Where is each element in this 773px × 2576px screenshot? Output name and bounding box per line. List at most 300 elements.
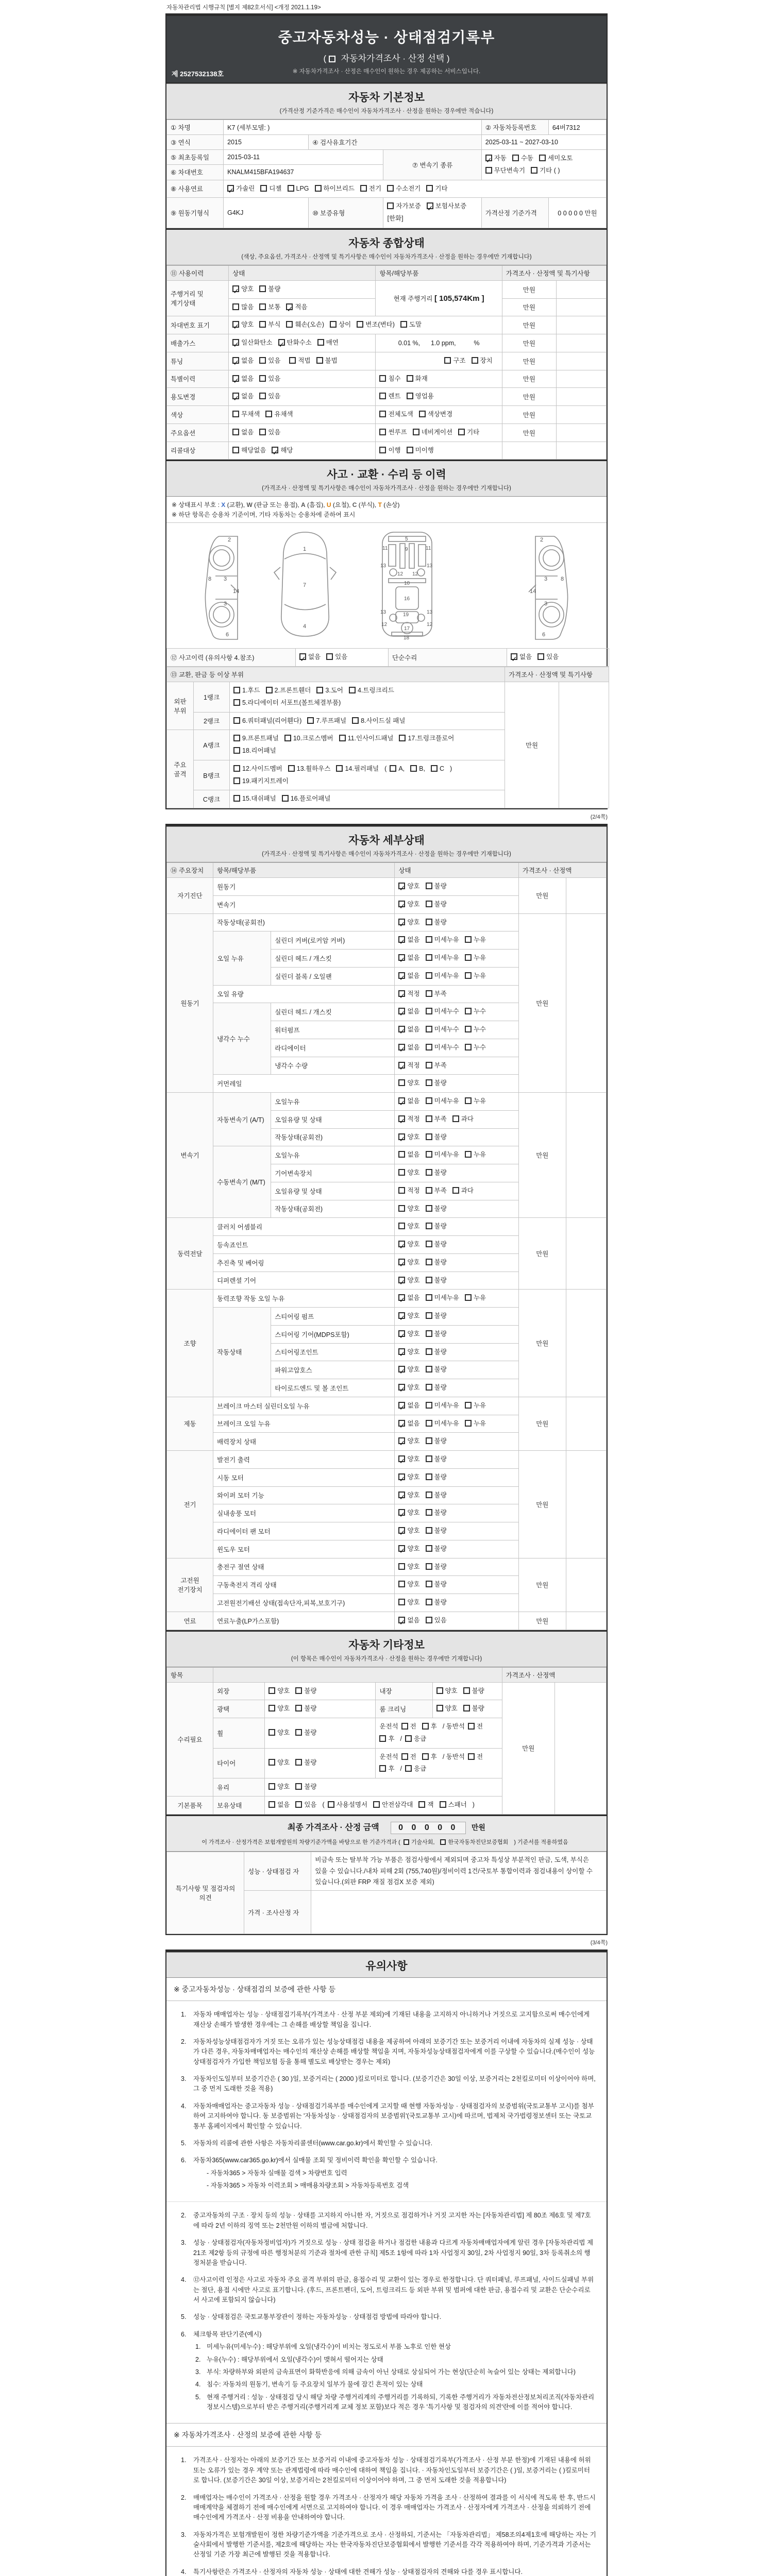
- checkbox-option[interactable]: ✓ 없음: [299, 651, 321, 664]
- checkbox-icon[interactable]: [400, 321, 407, 328]
- checkbox-icon[interactable]: [398, 1563, 405, 1570]
- checkbox-icon[interactable]: [233, 735, 240, 741]
- checkbox-option[interactable]: 스패너: [440, 1799, 467, 1811]
- checkbox-option[interactable]: 불량: [295, 1727, 316, 1739]
- checkbox-option[interactable]: 불량: [426, 1543, 447, 1555]
- checkbox-option[interactable]: 변조(변타): [357, 319, 395, 331]
- checkbox-option[interactable]: 미세누유: [426, 952, 459, 964]
- checkbox-option[interactable]: A,: [390, 763, 405, 775]
- checkbox-icon[interactable]: [398, 1115, 405, 1122]
- checkbox-icon[interactable]: [398, 1026, 405, 1032]
- checkbox-option[interactable]: 누유: [465, 1400, 486, 1412]
- checkbox-icon[interactable]: [465, 1420, 472, 1427]
- checkbox-option[interactable]: 불량: [426, 1221, 447, 1233]
- checkbox-option[interactable]: 양호: [268, 1781, 290, 1793]
- checkbox-icon[interactable]: [379, 1765, 386, 1772]
- checkbox-option[interactable]: 불량: [426, 1435, 447, 1448]
- checkbox-icon[interactable]: [295, 1705, 302, 1711]
- checkbox-option[interactable]: 장치: [472, 355, 493, 367]
- checkbox-icon[interactable]: [398, 1062, 405, 1069]
- checkbox-icon[interactable]: [426, 1044, 432, 1050]
- checkbox-option[interactable]: 누수: [465, 1024, 486, 1036]
- checkbox-icon[interactable]: [286, 321, 293, 328]
- checkbox-icon[interactable]: [352, 717, 359, 724]
- checkbox-option[interactable]: 기타: [458, 427, 479, 439]
- checkbox-icon[interactable]: [232, 375, 239, 382]
- checkbox-option[interactable]: 불량: [259, 283, 280, 296]
- checkbox-icon[interactable]: [436, 1687, 443, 1694]
- checkbox-icon[interactable]: [440, 1801, 446, 1808]
- checkbox-option[interactable]: 불량: [426, 1077, 447, 1090]
- checkbox-option[interactable]: 4.트렁크리드: [349, 685, 394, 697]
- checkbox-option[interactable]: ✓ 양호: [398, 1525, 419, 1537]
- checkbox-icon[interactable]: [268, 1783, 275, 1790]
- checkbox-option[interactable]: 불량: [426, 1257, 447, 1269]
- checkbox-option[interactable]: ✓ 없음: [398, 1418, 419, 1430]
- checkbox-icon[interactable]: [398, 1277, 405, 1283]
- checkbox-option[interactable]: ✓ 없음: [511, 651, 532, 664]
- checkbox-icon[interactable]: [232, 321, 239, 328]
- checkbox-option[interactable]: 화재: [407, 373, 428, 385]
- checkbox-option[interactable]: ✓ 양호: [398, 1543, 419, 1555]
- checkbox-icon[interactable]: [278, 339, 285, 346]
- checkbox-option[interactable]: 양호: [398, 1203, 419, 1215]
- checkbox-option[interactable]: ✓자동: [485, 152, 507, 165]
- checkbox-icon[interactable]: [444, 357, 451, 364]
- checkbox-icon[interactable]: [426, 1008, 432, 1014]
- checkbox-icon[interactable]: [398, 1259, 405, 1265]
- checkbox-icon[interactable]: [233, 795, 240, 802]
- checkbox-icon[interactable]: [452, 1115, 459, 1122]
- checkbox-option[interactable]: ✓ 없음: [398, 1024, 419, 1036]
- checkbox-option[interactable]: 3.도어: [316, 685, 343, 697]
- checkbox-option[interactable]: ✓ 보험사보증: [427, 200, 466, 213]
- checkbox-icon[interactable]: [398, 990, 405, 997]
- checkbox-icon[interactable]: [295, 1801, 302, 1808]
- checkbox-icon[interactable]: [295, 1783, 302, 1790]
- checkbox-icon[interactable]: [539, 155, 546, 161]
- checkbox-option[interactable]: 있음: [259, 427, 280, 439]
- checkbox-icon[interactable]: [232, 285, 239, 292]
- checkbox-icon[interactable]: [265, 411, 272, 417]
- checkbox-option[interactable]: 훼손(오손): [286, 319, 324, 331]
- checkbox-icon[interactable]: [426, 1384, 432, 1391]
- checkbox-icon[interactable]: [259, 375, 266, 382]
- checkbox-icon[interactable]: [452, 1187, 459, 1194]
- checkbox-icon[interactable]: [268, 1687, 275, 1694]
- checkbox-option[interactable]: 미이행: [407, 445, 434, 457]
- checkbox-icon[interactable]: [401, 1753, 408, 1760]
- checkbox-icon[interactable]: [465, 1151, 472, 1158]
- checkbox-option[interactable]: 전: [401, 1751, 416, 1764]
- checkbox-option[interactable]: 기타: [426, 183, 447, 195]
- checkbox-option[interactable]: ✓ 양호: [398, 1435, 419, 1448]
- checkbox-icon[interactable]: [465, 1026, 472, 1032]
- checkbox-option[interactable]: 자가보증: [387, 200, 421, 213]
- checkbox-icon[interactable]: [379, 393, 386, 399]
- checkbox-icon[interactable]: [233, 777, 240, 784]
- checkbox-option[interactable]: 13.휠하우스: [288, 763, 331, 775]
- checkbox-icon[interactable]: [465, 1097, 472, 1104]
- checkbox-icon[interactable]: [266, 687, 273, 693]
- checkbox-option[interactable]: B,: [410, 763, 425, 775]
- checkbox-icon[interactable]: [379, 411, 386, 417]
- checkbox-option[interactable]: 무채색: [232, 409, 260, 421]
- checkbox-option[interactable]: 전: [401, 1721, 416, 1733]
- checkbox-option[interactable]: 해당없음: [232, 445, 266, 457]
- checkbox-icon[interactable]: [268, 1729, 275, 1736]
- checkbox-option[interactable]: 불량: [426, 1239, 447, 1251]
- checkbox-icon[interactable]: [232, 447, 239, 453]
- checkbox-option[interactable]: 불량: [295, 1757, 316, 1769]
- checkbox-option[interactable]: ✓ 없음: [232, 373, 254, 385]
- checkbox-option[interactable]: 10.크로스멤버: [284, 733, 333, 745]
- checkbox-icon[interactable]: [398, 1151, 405, 1158]
- checkbox-icon[interactable]: [295, 1759, 302, 1766]
- checkbox-icon[interactable]: [465, 1402, 472, 1409]
- checkbox-icon[interactable]: [463, 1687, 470, 1694]
- checkbox-option[interactable]: 불량: [426, 917, 447, 929]
- checkbox-icon[interactable]: [398, 1223, 405, 1229]
- checkbox-option[interactable]: ✓ 양호: [232, 319, 254, 331]
- checkbox-icon[interactable]: [426, 1277, 432, 1283]
- checkbox-option[interactable]: 없음: [398, 1149, 419, 1161]
- checkbox-option[interactable]: 불량: [426, 1364, 447, 1376]
- checkbox-icon[interactable]: [465, 936, 472, 943]
- checkbox-icon[interactable]: [398, 1097, 405, 1104]
- checkbox-icon[interactable]: [427, 202, 433, 209]
- checkbox-icon[interactable]: [288, 185, 294, 192]
- checkbox-option[interactable]: 과다: [452, 1113, 474, 1126]
- checkbox-icon[interactable]: [410, 765, 417, 772]
- checkbox-icon[interactable]: [436, 1705, 443, 1711]
- checkbox-option[interactable]: 전기: [360, 183, 381, 195]
- checkbox-option[interactable]: 응급: [405, 1733, 426, 1745]
- checkbox-option[interactable]: 불량: [426, 1507, 447, 1519]
- checkbox-icon[interactable]: [398, 1581, 405, 1587]
- checkbox-option[interactable]: 기타 ( ): [531, 165, 560, 177]
- checkbox-option[interactable]: 안전삼각대: [373, 1799, 413, 1811]
- checkbox-option[interactable]: ✓ 적음: [286, 301, 307, 314]
- checkbox-icon[interactable]: [398, 1527, 405, 1534]
- checkbox-icon[interactable]: [426, 1312, 432, 1319]
- checkbox-option[interactable]: ✓ 없음: [398, 952, 419, 964]
- checkbox-option[interactable]: 누유: [465, 1292, 486, 1304]
- checkbox-option[interactable]: 이행: [379, 445, 400, 457]
- checkbox-option[interactable]: ✓ 양호: [398, 1382, 419, 1394]
- checkbox-icon[interactable]: [398, 1133, 405, 1140]
- checkbox-option[interactable]: 상이: [330, 319, 351, 331]
- checkbox-icon[interactable]: [232, 429, 239, 435]
- checkbox-option[interactable]: ✓ 양호: [398, 1310, 419, 1323]
- checkbox-icon[interactable]: [316, 357, 323, 364]
- checkbox-option[interactable]: 불량: [426, 1561, 447, 1573]
- checkbox-icon[interactable]: [398, 1169, 405, 1176]
- checkbox-icon[interactable]: [422, 1723, 429, 1730]
- checkbox-icon[interactable]: [398, 1509, 405, 1516]
- checkbox-option[interactable]: 누유: [465, 934, 486, 946]
- checkbox-icon[interactable]: [398, 1384, 405, 1391]
- checkbox-icon[interactable]: [272, 447, 278, 453]
- checkbox-option[interactable]: 불량: [463, 1685, 484, 1698]
- checkbox-icon[interactable]: [233, 765, 240, 772]
- checkbox-option[interactable]: 5.라디에이터 서포트(볼트체결부품): [233, 697, 341, 709]
- checkbox-icon[interactable]: [398, 1366, 405, 1372]
- select-checkbox-icon[interactable]: [329, 56, 335, 62]
- checkbox-option[interactable]: ✓ 없음: [398, 934, 419, 946]
- checkbox-icon[interactable]: [284, 735, 291, 741]
- checkbox-option[interactable]: 불량: [426, 1346, 447, 1359]
- checkbox-option[interactable]: 과다: [452, 1185, 474, 1197]
- checkbox-option[interactable]: ✓ 양호: [398, 1471, 419, 1484]
- checkbox-icon[interactable]: [268, 1705, 275, 1711]
- checkbox-icon[interactable]: [426, 1026, 432, 1032]
- checkbox-icon[interactable]: [387, 185, 394, 192]
- checkbox-option[interactable]: 있음: [259, 355, 280, 367]
- checkbox-icon[interactable]: [232, 357, 239, 364]
- checkbox-option[interactable]: 한국자동차진단보증협회: [440, 1837, 508, 1848]
- checkbox-option[interactable]: ✓ 없음: [398, 1292, 419, 1304]
- checkbox-icon[interactable]: [398, 954, 405, 961]
- checkbox-option[interactable]: 있음: [259, 391, 280, 403]
- checkbox-option[interactable]: 12.사이드멤버: [233, 763, 282, 775]
- checkbox-icon[interactable]: [426, 1062, 432, 1069]
- checkbox-option[interactable]: 양호: [398, 1221, 419, 1233]
- checkbox-icon[interactable]: [398, 1187, 405, 1194]
- checkbox-option[interactable]: 후: [379, 1733, 394, 1745]
- checkbox-icon[interactable]: [233, 717, 240, 724]
- checkbox-option[interactable]: 불량: [426, 1579, 447, 1591]
- checkbox-option[interactable]: 불량: [295, 1685, 316, 1698]
- checkbox-option[interactable]: ✓ 없음: [232, 355, 254, 367]
- checkbox-option[interactable]: ✓ 양호: [398, 1239, 419, 1251]
- checkbox-icon[interactable]: [330, 321, 337, 328]
- checkbox-icon[interactable]: [426, 1527, 432, 1534]
- checkbox-icon[interactable]: [465, 954, 472, 961]
- checkbox-option[interactable]: 불량: [426, 1328, 447, 1341]
- checkbox-icon[interactable]: [413, 429, 419, 435]
- checkbox-icon[interactable]: [472, 357, 478, 364]
- checkbox-icon[interactable]: [512, 155, 519, 161]
- checkbox-option[interactable]: 불량: [426, 1489, 447, 1502]
- checkbox-option[interactable]: 2.프론트휀더: [266, 685, 311, 697]
- checkbox-icon[interactable]: [440, 1839, 446, 1845]
- checkbox-icon[interactable]: [465, 972, 472, 979]
- checkbox-icon[interactable]: [260, 185, 267, 192]
- checkbox-option[interactable]: ✓ 양호: [398, 899, 419, 911]
- checkbox-icon[interactable]: [465, 1294, 472, 1301]
- checkbox-option[interactable]: 양호: [268, 1685, 290, 1698]
- checkbox-option[interactable]: 세미오토: [539, 152, 573, 165]
- checkbox-option[interactable]: 수소전기: [387, 183, 421, 195]
- checkbox-option[interactable]: 미세누수: [426, 1006, 459, 1018]
- checkbox-option[interactable]: 침수: [379, 373, 400, 385]
- checkbox-option[interactable]: 불량: [426, 1310, 447, 1323]
- checkbox-icon[interactable]: [373, 1801, 380, 1808]
- checkbox-option[interactable]: 누수: [465, 1006, 486, 1018]
- checkbox-icon[interactable]: [398, 1437, 405, 1444]
- checkbox-option[interactable]: 불량: [426, 1471, 447, 1484]
- checkbox-option[interactable]: ✓ 양호: [398, 1489, 419, 1502]
- checkbox-option[interactable]: ✓ 없음: [398, 1042, 419, 1054]
- checkbox-icon[interactable]: [387, 202, 394, 209]
- checkbox-option[interactable]: ✓양호: [232, 283, 254, 296]
- checkbox-icon[interactable]: [426, 1259, 432, 1265]
- checkbox-icon[interactable]: [426, 1205, 432, 1212]
- checkbox-option[interactable]: 양호: [398, 1077, 419, 1090]
- checkbox-icon[interactable]: [405, 1735, 412, 1742]
- checkbox-option[interactable]: 기술사회,: [404, 1837, 435, 1848]
- checkbox-icon[interactable]: [426, 1115, 432, 1122]
- checkbox-icon[interactable]: [286, 303, 293, 310]
- checkbox-icon[interactable]: [398, 901, 405, 907]
- checkbox-option[interactable]: 누유: [465, 1418, 486, 1430]
- checkbox-option[interactable]: 후: [422, 1721, 437, 1733]
- checkbox-option[interactable]: ✓ 양호: [398, 1346, 419, 1359]
- checkbox-option[interactable]: 영업용: [407, 391, 434, 403]
- checkbox-icon[interactable]: [485, 167, 492, 174]
- checkbox-icon[interactable]: [232, 303, 239, 310]
- checkbox-option[interactable]: ✓ 양호: [398, 1328, 419, 1341]
- checkbox-option[interactable]: 미세누유: [426, 1400, 459, 1412]
- checkbox-option[interactable]: 양호: [268, 1757, 290, 1769]
- checkbox-icon[interactable]: [426, 883, 432, 889]
- checkbox-option[interactable]: 보통: [259, 301, 280, 314]
- checkbox-icon[interactable]: [407, 393, 413, 399]
- checkbox-option[interactable]: 누유: [465, 1149, 486, 1161]
- checkbox-icon[interactable]: [307, 717, 314, 724]
- checkbox-option[interactable]: ✓ 적정: [398, 1060, 419, 1072]
- checkbox-icon[interactable]: [426, 972, 432, 979]
- checkbox-option[interactable]: 9.프론트패널: [233, 733, 279, 745]
- checkbox-icon[interactable]: [299, 653, 306, 660]
- checkbox-option[interactable]: 15.대쉬패널: [233, 793, 276, 805]
- checkbox-icon[interactable]: [317, 339, 324, 346]
- checkbox-option[interactable]: 불량: [426, 1275, 447, 1287]
- checkbox-icon[interactable]: [407, 447, 413, 453]
- checkbox-option[interactable]: ✓ 해당: [272, 445, 293, 457]
- checkbox-icon[interactable]: [232, 393, 239, 399]
- checkbox-icon[interactable]: [379, 375, 386, 382]
- checkbox-icon[interactable]: [426, 1151, 432, 1158]
- checkbox-icon[interactable]: [426, 1223, 432, 1229]
- checkbox-icon[interactable]: [259, 393, 266, 399]
- checkbox-option[interactable]: 많음: [232, 301, 254, 314]
- checkbox-icon[interactable]: [405, 1765, 412, 1772]
- checkbox-icon[interactable]: [379, 1735, 386, 1742]
- checkbox-icon[interactable]: [398, 972, 405, 979]
- checkbox-option[interactable]: 16.플로어패널: [282, 793, 331, 805]
- checkbox-option[interactable]: ✓ 양호: [398, 880, 419, 893]
- checkbox-option[interactable]: 없음: [268, 1799, 290, 1811]
- checkbox-option[interactable]: 없음: [232, 427, 254, 439]
- checkbox-option[interactable]: ✓ 양호: [398, 917, 419, 929]
- checkbox-icon[interactable]: [379, 429, 386, 435]
- checkbox-icon[interactable]: [398, 1492, 405, 1498]
- checkbox-option[interactable]: 불량: [426, 1203, 447, 1215]
- checkbox-option[interactable]: ✓ 없음: [232, 391, 254, 403]
- checkbox-icon[interactable]: [398, 1617, 405, 1623]
- checkbox-option[interactable]: 있음: [537, 651, 559, 664]
- checkbox-icon[interactable]: [282, 795, 289, 802]
- checkbox-icon[interactable]: [465, 1044, 472, 1050]
- checkbox-option[interactable]: 19.패키지트레이: [233, 775, 289, 788]
- checkbox-option[interactable]: ✓ 없음: [398, 970, 419, 982]
- checkbox-option[interactable]: 부족: [426, 1185, 447, 1197]
- checkbox-option[interactable]: ✓ 양호: [398, 1507, 419, 1519]
- checkbox-icon[interactable]: [398, 1455, 405, 1462]
- checkbox-icon[interactable]: [426, 185, 433, 192]
- checkbox-option[interactable]: 디젤: [260, 183, 281, 195]
- checkbox-icon[interactable]: [295, 1729, 302, 1736]
- checkbox-option[interactable]: 양호: [436, 1685, 458, 1698]
- checkbox-icon[interactable]: [426, 936, 432, 943]
- checkbox-option[interactable]: 부족: [426, 1113, 447, 1126]
- checkbox-option[interactable]: 14.필러패널: [336, 763, 379, 775]
- checkbox-icon[interactable]: [404, 1839, 409, 1845]
- checkbox-icon[interactable]: [398, 1008, 405, 1014]
- checkbox-icon[interactable]: [339, 735, 346, 741]
- checkbox-icon[interactable]: [511, 653, 517, 660]
- checkbox-option[interactable]: C: [431, 763, 444, 775]
- checkbox-icon[interactable]: [426, 1545, 432, 1552]
- checkbox-icon[interactable]: [426, 1133, 432, 1140]
- checkbox-option[interactable]: 적법: [289, 355, 310, 367]
- checkbox-icon[interactable]: [398, 883, 405, 889]
- checkbox-icon[interactable]: [426, 990, 432, 997]
- checkbox-option[interactable]: 불량: [426, 1382, 447, 1394]
- checkbox-icon[interactable]: [426, 1492, 432, 1498]
- checkbox-option[interactable]: 있음: [259, 373, 280, 385]
- checkbox-icon[interactable]: [398, 1402, 405, 1409]
- checkbox-option[interactable]: 전: [468, 1751, 483, 1764]
- checkbox-option[interactable]: 전: [468, 1721, 483, 1733]
- checkbox-option[interactable]: 누유: [465, 952, 486, 964]
- checkbox-option[interactable]: 응급: [405, 1763, 426, 1775]
- checkbox-option[interactable]: 11.인사이드패널: [339, 733, 394, 745]
- checkbox-icon[interactable]: [426, 901, 432, 907]
- checkbox-option[interactable]: ✓ 양호: [398, 1364, 419, 1376]
- checkbox-icon[interactable]: [426, 1330, 432, 1337]
- checkbox-option[interactable]: ✓ 양호: [398, 1275, 419, 1287]
- checkbox-option[interactable]: 무단변속기: [485, 165, 525, 177]
- checkbox-option[interactable]: 매연: [317, 337, 339, 349]
- checkbox-option[interactable]: 렌트: [379, 391, 400, 403]
- checkbox-icon[interactable]: [426, 1097, 432, 1104]
- checkbox-icon[interactable]: [398, 1241, 405, 1247]
- checkbox-icon[interactable]: [407, 375, 413, 382]
- checkbox-icon[interactable]: [426, 1420, 432, 1427]
- checkbox-option[interactable]: 6.쿼터패널(리어휀다): [233, 715, 301, 727]
- checkbox-icon[interactable]: [426, 1187, 432, 1194]
- checkbox-option[interactable]: 적정: [398, 1185, 419, 1197]
- checkbox-option[interactable]: 양호: [268, 1727, 290, 1739]
- checkbox-icon[interactable]: [426, 1294, 432, 1301]
- checkbox-icon[interactable]: [398, 1294, 405, 1301]
- checkbox-option[interactable]: 불량: [295, 1703, 316, 1715]
- checkbox-icon[interactable]: [360, 185, 367, 192]
- checkbox-option[interactable]: 누수: [465, 1042, 486, 1054]
- checkbox-option[interactable]: ✓ 적정: [398, 988, 419, 1001]
- checkbox-icon[interactable]: [426, 1169, 432, 1176]
- checkbox-option[interactable]: 부식: [259, 319, 280, 331]
- checkbox-icon[interactable]: [468, 1723, 475, 1730]
- checkbox-option[interactable]: 불량: [463, 1703, 484, 1715]
- checkbox-option[interactable]: ✓ 양호: [398, 1131, 419, 1144]
- checkbox-option[interactable]: 도말: [400, 319, 422, 331]
- checkbox-icon[interactable]: [259, 357, 266, 364]
- checkbox-icon[interactable]: [328, 1801, 334, 1808]
